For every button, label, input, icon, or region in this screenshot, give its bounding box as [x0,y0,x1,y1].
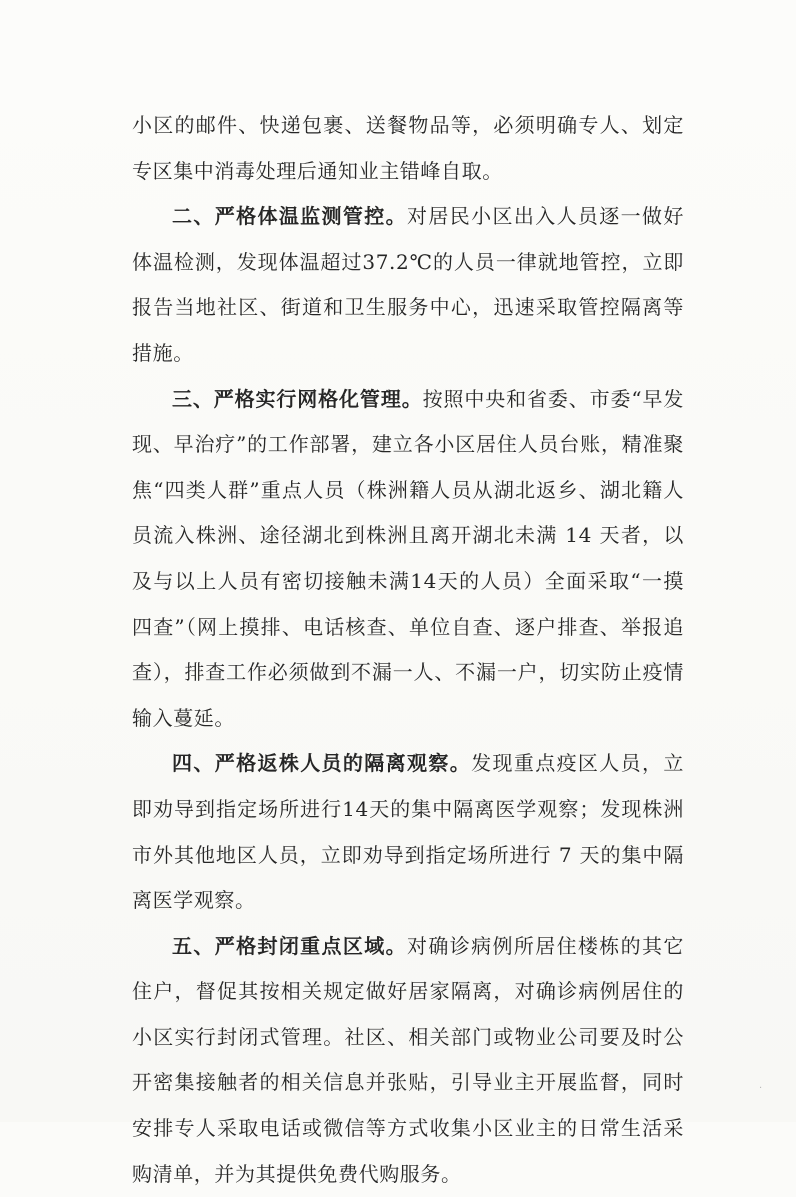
paragraph-continuation [132,103,684,194]
section-three-paragraph [132,377,684,742]
section-two-text: 对居民小区出入人员逐一做好体温检测，发现体温超过37.2℃的人员一律就地管控，立即报告当地社区、街道和卫生服务中心，迅速采取管控隔离等措施。 [132,204,684,365]
section-two-heading: 二、严格体温监测管控。 [172,204,408,229]
document-body [132,103,684,1197]
section-three-heading: 三、严格实行网格化管理。 [172,386,423,411]
scan-mark: · [759,1083,763,1094]
section-four-heading: 四、严格返株人员的隔离观察。 [172,751,472,776]
section-four-text: 发现重点疫区人员，立即劝导到指定场所进行14天的集中隔离医学观察；发现株洲市外其他地区人员，立即劝导到指定场所进行 7 天的集中隔离医学观察。 [132,751,684,913]
section-five-heading: 五、严格封闭重点区域。 [172,933,408,958]
section-five-text: 对确诊病例所居住楼栋的其它住户，督促其按相关规定做好居家隔离，对确诊病例居住的小区实行封闭式管理。社区、相关部门或物业公司要及时公开密集接触者的相关信息并张贴，引导业主开展监督，同时安排专人采取电话或微信等方式收集小区业主的日常生活采购清单，并为其提供免费代购服务。 [132,933,684,1186]
paragraph-text: 小区的邮件、快递包裹、送餐物品等，必须明确专人、划定专区集中消毒处理后通知业主错峰自取。 [132,113,684,183]
section-four-paragraph [132,741,684,923]
section-five-paragraph [132,924,684,1197]
section-two-paragraph [132,194,684,376]
section-three-text: 按照中央和省委、市委“早发现、早治疗”的工作部署，建立各小区居住人员台账，精准聚焦“四类人群”重点人员（株洲籍人员从湖北返乡、湖北籍人员流入株洲、途径湖北到株洲且离开湖北未满 14 天者，以及与以上人员有密切接触未满14天的人员）全面采取“一摸四查”（网上摸排、电话核查、单位自查、逐户排查、举报追查），排查工作必须做到不漏一人、不漏一户，切实防止疫情输入蔓延。 [132,386,685,730]
